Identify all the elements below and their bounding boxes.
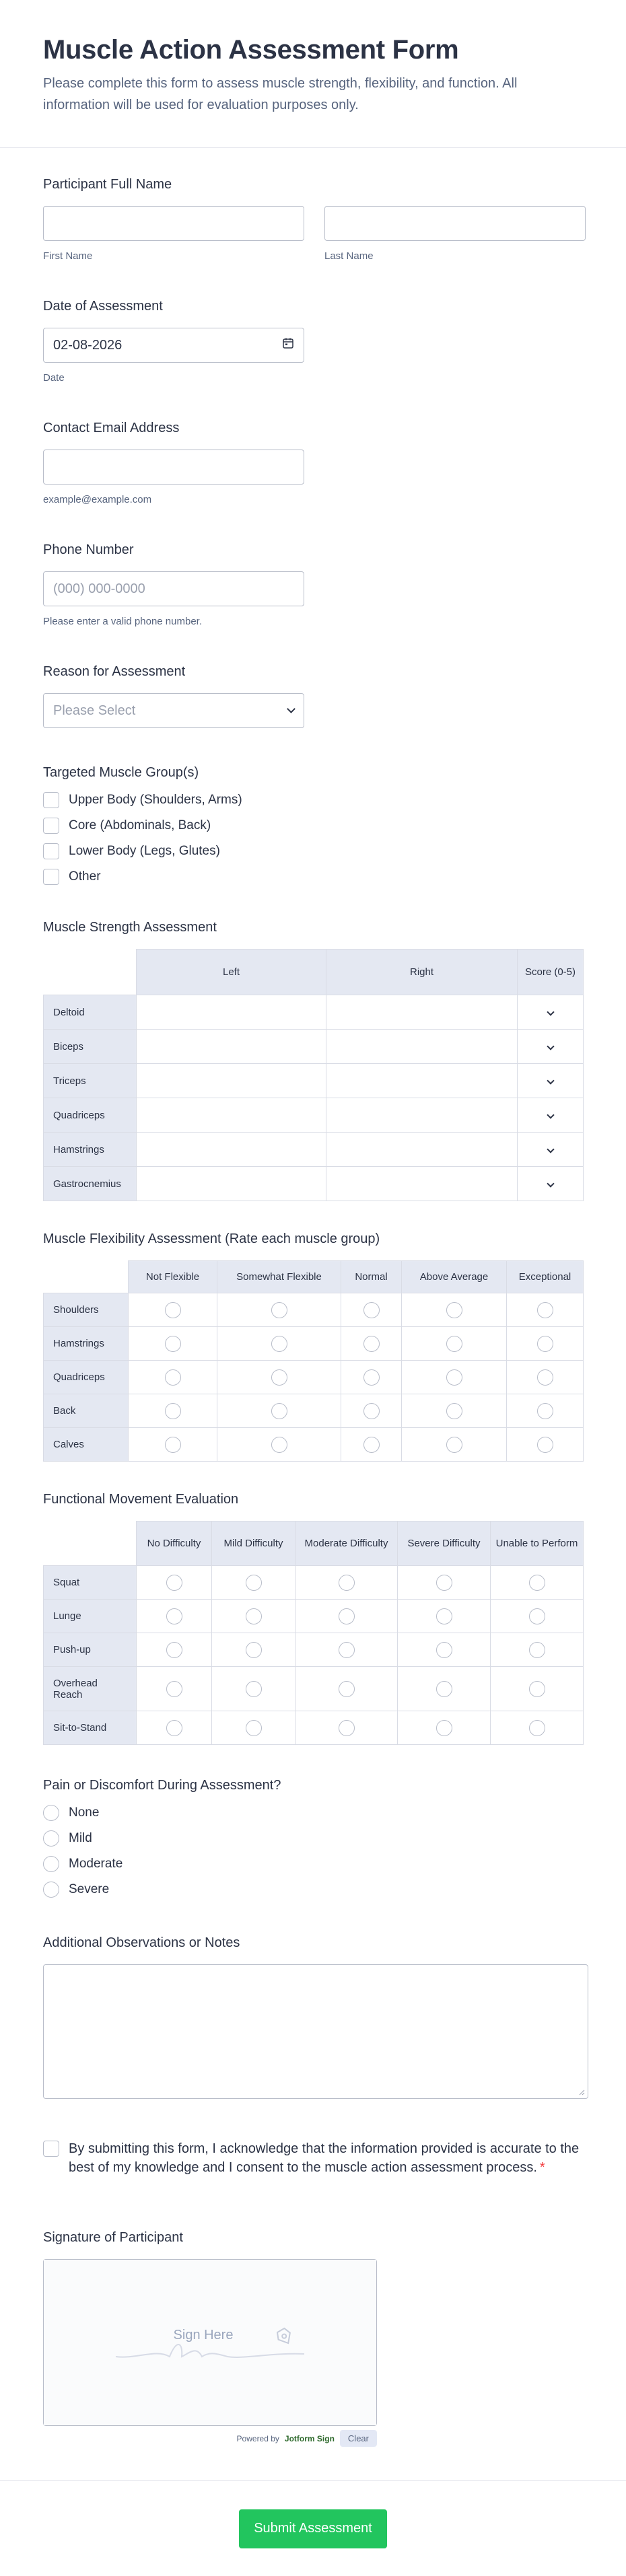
matrix-corner: [44, 950, 137, 995]
radio-cell[interactable]: [129, 1394, 217, 1428]
row-header: Triceps: [44, 1064, 137, 1098]
table-row: [44, 1361, 584, 1394]
radio-cell[interactable]: [341, 1361, 402, 1394]
radio-cell[interactable]: [398, 1711, 491, 1745]
left-input-cell[interactable]: [137, 1030, 326, 1064]
radio-cell[interactable]: [491, 1633, 584, 1667]
option-label: Other: [69, 869, 101, 884]
column-header: Not Flexible: [129, 1261, 217, 1293]
name-label: Participant Full Name: [43, 177, 172, 192]
signature-label: Signature of Participant: [43, 2230, 183, 2245]
radio-button[interactable]: [271, 1437, 287, 1453]
radio-button[interactable]: [271, 1403, 287, 1419]
date-value: 02-08-2026: [53, 337, 123, 353]
radio-cell[interactable]: [212, 1711, 295, 1745]
radio-button[interactable]: [529, 1608, 545, 1624]
checkbox[interactable]: [43, 869, 59, 885]
checkbox[interactable]: [43, 792, 59, 808]
consent-text: By submitting this form, I acknowledge that the information provided is accurate to the best of my knowledge and I consent to the muscle action assessment process.: [69, 2141, 580, 2175]
radio-button[interactable]: [436, 1642, 452, 1658]
row-header: Quadriceps: [44, 1098, 137, 1133]
phone-sublabel: Please enter a valid phone number.: [43, 616, 202, 627]
chevron-down-icon: [547, 1042, 554, 1050]
pain-option[interactable]: [43, 1851, 583, 1877]
radio-cell[interactable]: [491, 1600, 584, 1633]
radio-cell[interactable]: [341, 1394, 402, 1428]
reason-field: [43, 662, 583, 728]
radio-button[interactable]: [165, 1302, 181, 1318]
score-select[interactable]: [518, 1098, 584, 1133]
email-input[interactable]: [43, 450, 304, 485]
radio-button[interactable]: [537, 1369, 553, 1386]
radio-button[interactable]: [271, 1369, 287, 1386]
column-header: Left: [137, 950, 326, 995]
option-label: Moderate: [69, 1857, 123, 1871]
column-header: Severe Difficulty: [398, 1522, 491, 1566]
table-row: [44, 1711, 584, 1745]
notes-label: Additional Observations or Notes: [43, 1935, 240, 1950]
strength-field: [43, 918, 583, 1201]
radio-button[interactable]: [166, 1720, 182, 1736]
radio-button[interactable]: [363, 1369, 380, 1386]
option-label: None: [69, 1805, 100, 1820]
radio-cell[interactable]: [137, 1711, 212, 1745]
radio-button[interactable]: [271, 1336, 287, 1352]
radio-button[interactable]: [339, 1608, 355, 1624]
radio-cell[interactable]: [129, 1327, 217, 1361]
radio-cell[interactable]: [507, 1361, 584, 1394]
calendar-icon[interactable]: [282, 337, 294, 353]
radio-cell[interactable]: [398, 1566, 491, 1600]
column-header: Somewhat Flexible: [217, 1261, 341, 1293]
radio-button[interactable]: [446, 1369, 462, 1386]
matrix-corner: [44, 1522, 137, 1566]
pain-option[interactable]: [43, 1800, 583, 1826]
matrix-corner: [44, 1261, 129, 1293]
radio-button[interactable]: [446, 1403, 462, 1419]
pain-label: Pain or Discomfort During Assessment?: [43, 1778, 281, 1793]
radio-cell[interactable]: [212, 1633, 295, 1667]
form-description: Please complete this form to assess muscle strength, flexibility, and function. All information will be used for evaluation purposes only.: [43, 76, 518, 112]
submit-button[interactable]: Submit Assessment: [239, 2509, 387, 2548]
radio-cell[interactable]: [398, 1600, 491, 1633]
first-name-input[interactable]: [43, 206, 304, 241]
radio-button[interactable]: [363, 1437, 380, 1453]
radio-button[interactable]: [537, 1437, 553, 1453]
row-header: Sit-to-Stand: [44, 1711, 137, 1745]
radio-cell[interactable]: [402, 1428, 507, 1462]
radio-cell[interactable]: [295, 1633, 398, 1667]
radio-button[interactable]: [537, 1403, 553, 1419]
consent-checkbox[interactable]: [43, 2141, 59, 2157]
column-header: Mild Difficulty: [212, 1522, 295, 1566]
radio-cell[interactable]: [402, 1327, 507, 1361]
powered-by-text: Powered by: [236, 2433, 279, 2443]
column-header: Moderate Difficulty: [295, 1522, 398, 1566]
radio-button[interactable]: [246, 1575, 262, 1591]
radio-cell[interactable]: [137, 1600, 212, 1633]
radio-button[interactable]: [529, 1575, 545, 1591]
option-label: Severe: [69, 1882, 110, 1896]
pain-field: [43, 1776, 583, 1902]
row-header: Overhead Reach: [44, 1667, 137, 1711]
score-select[interactable]: [518, 1167, 584, 1201]
radio-button[interactable]: [436, 1575, 452, 1591]
score-select[interactable]: [518, 995, 584, 1030]
flexibility-matrix: [43, 1260, 584, 1462]
radio-button[interactable]: [246, 1642, 262, 1658]
radio-button[interactable]: [363, 1336, 380, 1352]
left-input-cell[interactable]: [137, 1133, 326, 1167]
radio-cell[interactable]: [217, 1293, 341, 1327]
radio-button[interactable]: [436, 1681, 452, 1697]
reason-label: Reason for Assessment: [43, 664, 186, 679]
date-input[interactable]: [43, 328, 304, 363]
radio-button[interactable]: [271, 1302, 287, 1318]
chevron-down-icon: [547, 1111, 554, 1118]
radio-button[interactable]: [339, 1681, 355, 1697]
date-field: [43, 297, 583, 384]
radio-cell[interactable]: [507, 1293, 584, 1327]
flexibility-label: Muscle Flexibility Assessment (Rate each muscle group): [43, 1231, 380, 1246]
row-header: Squat: [44, 1566, 137, 1600]
radio-cell[interactable]: [491, 1711, 584, 1745]
sign-here-text: Sign Here: [173, 2328, 234, 2342]
radio-cell[interactable]: [217, 1361, 341, 1394]
notes-field: [43, 1933, 583, 2099]
radio-cell[interactable]: [398, 1667, 491, 1711]
radio-button[interactable]: [446, 1302, 462, 1318]
left-input-cell[interactable]: [137, 995, 326, 1030]
flexibility-field: [43, 1229, 583, 1462]
muscle-groups-field: [43, 763, 583, 890]
radio-cell[interactable]: [217, 1327, 341, 1361]
last-name-input[interactable]: [324, 206, 586, 241]
email-label: Contact Email Address: [43, 421, 180, 435]
radio-cell[interactable]: [217, 1428, 341, 1462]
radio-cell[interactable]: [129, 1361, 217, 1394]
pain-option[interactable]: [43, 1826, 583, 1851]
chevron-down-icon: [547, 1008, 554, 1015]
radio-button[interactable]: [43, 1882, 59, 1898]
table-row: [44, 1394, 584, 1428]
strength-label: Muscle Strength Assessment: [43, 920, 217, 935]
right-input-cell[interactable]: [326, 995, 518, 1030]
table-row: [44, 1133, 584, 1167]
radio-button[interactable]: [529, 1642, 545, 1658]
email-sublabel: example@example.com: [43, 494, 152, 505]
radio-button[interactable]: [446, 1437, 462, 1453]
radio-button[interactable]: [166, 1642, 182, 1658]
row-header: Shoulders: [44, 1293, 129, 1327]
name-field: [43, 175, 583, 262]
radio-cell[interactable]: [341, 1428, 402, 1462]
radio-button[interactable]: [166, 1575, 182, 1591]
radio-cell[interactable]: [129, 1428, 217, 1462]
clear-signature-button[interactable]: Clear: [340, 2430, 377, 2447]
radio-cell[interactable]: [217, 1394, 341, 1428]
radio-cell[interactable]: [137, 1566, 212, 1600]
table-row: [44, 1327, 584, 1361]
radio-button[interactable]: [529, 1720, 545, 1736]
strength-matrix: [43, 949, 584, 1201]
required-asterisk: *: [539, 2160, 545, 2175]
radio-button[interactable]: [43, 1830, 59, 1847]
score-select[interactable]: [518, 1064, 584, 1098]
functional-matrix: [43, 1521, 584, 1745]
muscle-group-option[interactable]: [43, 787, 583, 813]
left-input-cell[interactable]: [137, 1098, 326, 1133]
radio-cell[interactable]: [295, 1667, 398, 1711]
consent-field: [43, 2139, 588, 2177]
score-select[interactable]: [518, 1030, 584, 1064]
muscle-groups-label: Targeted Muscle Group(s): [43, 765, 199, 780]
radio-button[interactable]: [436, 1720, 452, 1736]
form-footer: [0, 2480, 626, 2576]
radio-cell[interactable]: [507, 1327, 584, 1361]
table-row: [44, 1167, 584, 1201]
row-header: Push-up: [44, 1633, 137, 1667]
radio-cell[interactable]: [137, 1633, 212, 1667]
radio-button[interactable]: [339, 1642, 355, 1658]
table-row: [44, 995, 584, 1030]
radio-cell[interactable]: [295, 1711, 398, 1745]
checkbox[interactable]: [43, 818, 59, 834]
functional-field: [43, 1490, 583, 1745]
functional-label: Functional Movement Evaluation: [43, 1492, 239, 1507]
radio-cell[interactable]: [212, 1667, 295, 1711]
radio-button[interactable]: [165, 1403, 181, 1419]
radio-button[interactable]: [43, 1805, 59, 1821]
radio-cell[interactable]: [341, 1327, 402, 1361]
right-input-cell[interactable]: [326, 1167, 518, 1201]
phone-label: Phone Number: [43, 542, 134, 557]
radio-button[interactable]: [246, 1720, 262, 1736]
phone-field: [43, 540, 583, 627]
radio-button[interactable]: [246, 1608, 262, 1624]
last-name-sublabel: Last Name: [324, 250, 374, 262]
muscle-group-option[interactable]: [43, 838, 583, 864]
radio-button[interactable]: [165, 1336, 181, 1352]
column-header: Exceptional: [507, 1261, 584, 1293]
radio-button[interactable]: [166, 1681, 182, 1697]
signature-footer: [43, 2430, 377, 2447]
radio-button[interactable]: [339, 1575, 355, 1591]
form-body: [0, 175, 626, 2447]
radio-cell[interactable]: [137, 1667, 212, 1711]
signature-field: [43, 2228, 583, 2447]
pen-icon: [275, 2327, 294, 2347]
right-input-cell[interactable]: [326, 1098, 518, 1133]
radio-cell[interactable]: [491, 1566, 584, 1600]
resize-handle-icon[interactable]: [578, 2089, 585, 2096]
option-label: Mild: [69, 1831, 92, 1845]
jotform-sign-brand: Jotform Sign: [284, 2433, 335, 2443]
muscle-group-option[interactable]: [43, 813, 583, 838]
muscle-group-option[interactable]: [43, 864, 583, 890]
radio-cell[interactable]: [507, 1394, 584, 1428]
column-header: Normal: [341, 1261, 402, 1293]
row-header: Biceps: [44, 1030, 137, 1064]
option-label: Core (Abdominals, Back): [69, 818, 211, 832]
column-header: Score (0-5): [518, 950, 584, 995]
signature-placeholder-graphic: [109, 2312, 311, 2373]
radio-button[interactable]: [166, 1608, 182, 1624]
radio-cell[interactable]: [129, 1293, 217, 1327]
row-header: Back: [44, 1394, 129, 1428]
pain-option[interactable]: [43, 1877, 583, 1902]
table-row: [44, 1667, 584, 1711]
date-label: Date of Assessment: [43, 299, 163, 314]
phone-input[interactable]: (000) 000-0000: [43, 571, 304, 606]
table-row: [44, 1293, 584, 1327]
radio-cell[interactable]: [402, 1293, 507, 1327]
radio-button[interactable]: [43, 1856, 59, 1872]
table-row: [44, 1064, 584, 1098]
row-header: Lunge: [44, 1600, 137, 1633]
radio-button[interactable]: [363, 1403, 380, 1419]
date-sublabel: Date: [43, 372, 65, 384]
radio-button[interactable]: [537, 1302, 553, 1318]
chevron-down-icon: [547, 1145, 554, 1153]
score-select[interactable]: [518, 1133, 584, 1167]
table-row: [44, 1030, 584, 1064]
radio-cell[interactable]: [402, 1394, 507, 1428]
row-header: Quadriceps: [44, 1361, 129, 1394]
table-row: [44, 1600, 584, 1633]
table-row: [44, 1428, 584, 1462]
radio-button[interactable]: [165, 1437, 181, 1453]
radio-button[interactable]: [446, 1336, 462, 1352]
email-field: [43, 419, 583, 505]
row-header: Deltoid: [44, 995, 137, 1030]
right-input-cell[interactable]: [326, 1064, 518, 1098]
row-header: Calves: [44, 1428, 129, 1462]
radio-button[interactable]: [529, 1681, 545, 1697]
reason-placeholder: Please Select: [53, 703, 136, 718]
radio-button[interactable]: [537, 1336, 553, 1352]
first-name-sublabel: First Name: [43, 250, 93, 262]
form-title: Muscle Action Assessment Form: [43, 35, 459, 65]
row-header: Hamstrings: [44, 1133, 137, 1167]
table-row: [44, 1566, 584, 1600]
right-input-cell[interactable]: [326, 1133, 518, 1167]
radio-button[interactable]: [246, 1681, 262, 1697]
option-label: Lower Body (Legs, Glutes): [69, 844, 220, 858]
column-header: Right: [326, 950, 518, 995]
notes-textarea[interactable]: [43, 1964, 588, 2099]
row-header: Gastrocnemius: [44, 1167, 137, 1201]
radio-cell[interactable]: [398, 1633, 491, 1667]
table-row: [44, 1633, 584, 1667]
radio-cell[interactable]: [402, 1361, 507, 1394]
radio-button[interactable]: [339, 1720, 355, 1736]
reason-select[interactable]: [43, 693, 304, 728]
table-row: [44, 1098, 584, 1133]
left-input-cell[interactable]: [137, 1064, 326, 1098]
radio-cell[interactable]: [212, 1600, 295, 1633]
checkbox[interactable]: [43, 843, 59, 859]
row-header: Hamstrings: [44, 1327, 129, 1361]
radio-cell[interactable]: [341, 1293, 402, 1327]
radio-cell[interactable]: [212, 1566, 295, 1600]
radio-button[interactable]: [165, 1369, 181, 1386]
radio-button[interactable]: [436, 1608, 452, 1624]
option-label: Upper Body (Shoulders, Arms): [69, 793, 242, 807]
left-input-cell[interactable]: [137, 1167, 326, 1201]
chevron-down-icon: [547, 1180, 554, 1187]
form-header: [0, 0, 626, 148]
column-header: Above Average: [402, 1261, 507, 1293]
radio-cell[interactable]: [507, 1428, 584, 1462]
radio-cell[interactable]: [491, 1667, 584, 1711]
column-header: No Difficulty: [137, 1522, 212, 1566]
right-input-cell[interactable]: [326, 1030, 518, 1064]
chevron-down-icon: [547, 1077, 554, 1084]
radio-cell[interactable]: [295, 1566, 398, 1600]
signature-pad[interactable]: [43, 2259, 377, 2426]
chevron-down-icon: [287, 705, 295, 713]
radio-cell[interactable]: [295, 1600, 398, 1633]
column-header: Unable to Perform: [491, 1522, 584, 1566]
radio-button[interactable]: [363, 1302, 380, 1318]
